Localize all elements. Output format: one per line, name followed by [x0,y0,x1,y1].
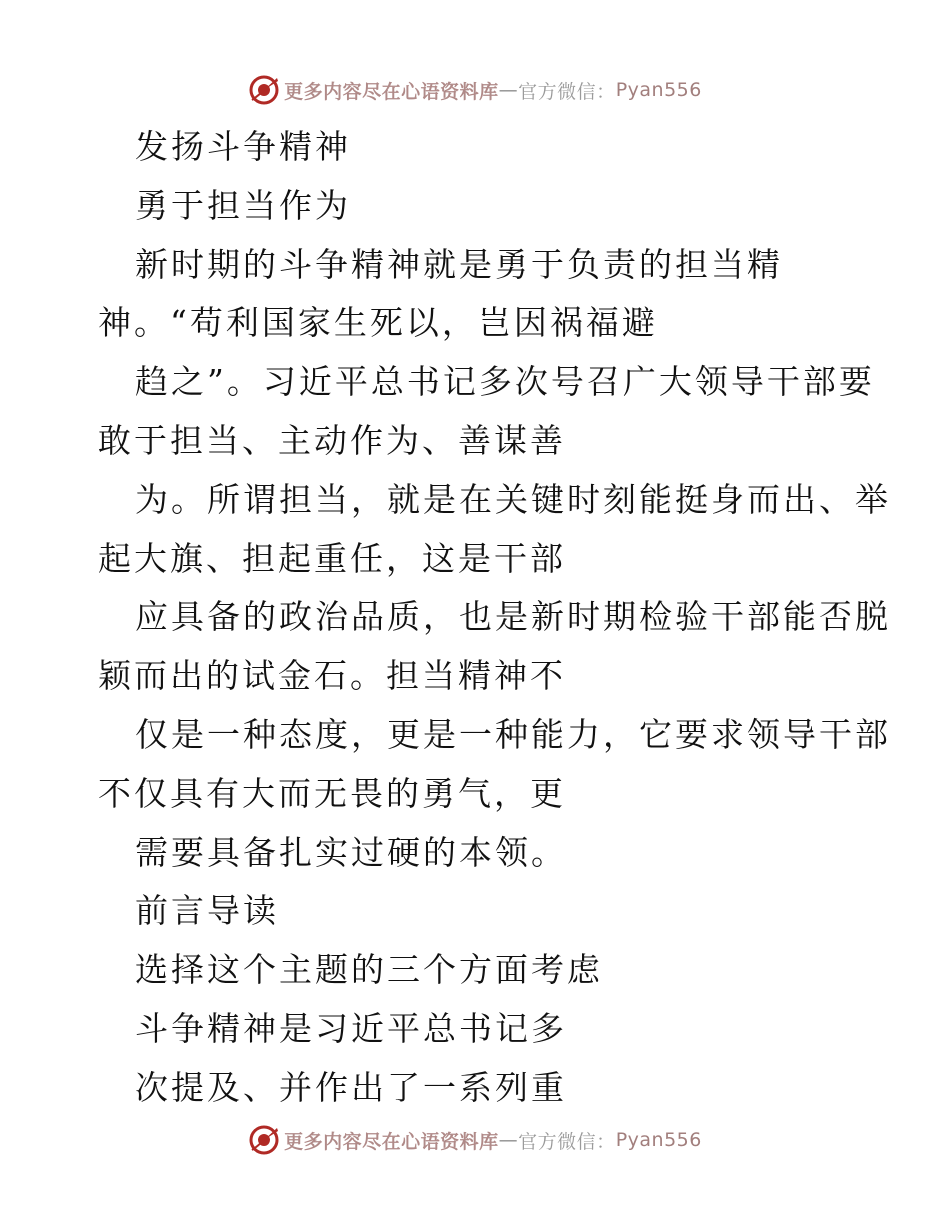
text-line: 敢于担当、主动作为、善谋善 [98,420,566,460]
banner-separator: — [498,1129,519,1151]
text-line: 颖而出的试金石。担当精神不 [98,656,566,696]
text-line: 需要具备扎实过硬的本领。 [135,832,567,872]
banner-official-label: 官方微信： [518,1130,616,1153]
text-line: 不仅具有大而无畏的勇气，更 [98,773,566,813]
banner-main-text: 更多内容尽在心语资料库 [284,1130,499,1153]
text-line: 起大旗、担起重任，这是干部 [98,538,566,578]
text-line: 新时期的斗争精神就是勇于负责的担当精 [135,244,783,284]
banner-wechat-id: Pyan556 [615,79,702,101]
footer-banner [0,1120,950,1160]
banner-main-text: 更多内容尽在心语资料库 [284,80,499,103]
header-banner [0,70,950,110]
pen-logo-icon [248,1124,280,1156]
text-line: 为。所谓担当，就是在关键时刻能挺身而出、举 [135,479,891,519]
pen-logo-icon [248,74,280,106]
document-body [98,118,891,1118]
text-line: 趋之”。习近平总书记多次号召广大领导干部要 [135,362,875,402]
text-line: 应具备的政治品质，也是新时期检验干部能否脱 [135,597,891,637]
text-line: 神。“苟利国家生死以，岂因祸福避 [98,303,658,343]
text-line: 斗争精神是习近平总书记多 [135,1008,567,1048]
banner-wechat-id: Pyan556 [615,1129,702,1151]
text-line: 勇于担当作为 [135,185,351,225]
text-line: 仅是一种态度，更是一种能力，它要求领导干部 [135,714,891,754]
text-line: 次提及、并作出了一系列重 [135,1067,567,1107]
text-line: 发扬斗争精神 [135,127,351,166]
text-line: 前言导读 [135,891,279,931]
banner-official-label: 官方微信： [518,80,616,103]
text-line: 选择这个主题的三个方面考虑 [135,950,603,990]
banner-separator: — [498,79,519,101]
